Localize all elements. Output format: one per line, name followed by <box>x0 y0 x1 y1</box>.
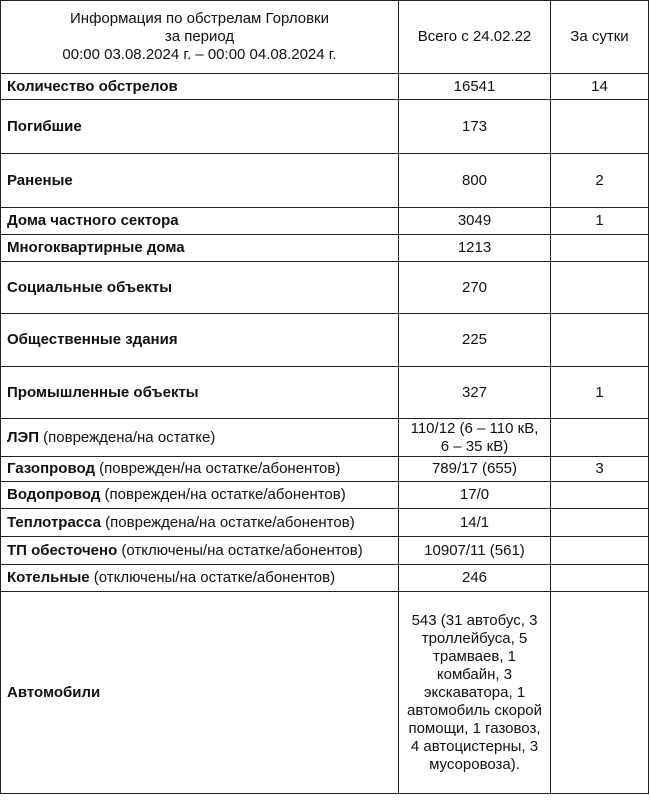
report-title <box>1 1 399 74</box>
day-value: 2 <box>551 154 649 208</box>
day-value <box>551 509 649 537</box>
total-value: 14/1 <box>399 509 551 537</box>
row-label-cell <box>1 592 399 794</box>
row-label-cell <box>1 509 399 537</box>
row-label-cell <box>1 419 399 457</box>
total-value: 173 <box>399 100 551 154</box>
row-note: (поврежден/на остатке/абонентов) <box>94 460 341 477</box>
day-value <box>551 100 649 154</box>
day-value <box>551 537 649 565</box>
table-row <box>1 482 649 509</box>
row-label: Теплотрасса <box>7 513 101 531</box>
day-value <box>551 482 649 509</box>
row-label-cell <box>1 262 399 314</box>
row-label: Автомобили <box>7 683 101 701</box>
total-value: 110/12 (6 – 110 кВ, 6 – 35 кВ) <box>399 419 551 457</box>
total-value: 270 <box>399 262 551 314</box>
table-row <box>1 74 649 100</box>
day-value: 3 <box>551 457 649 482</box>
total-value: 543 (31 автобус, 3 троллейбуса, 5 трамваев, 1 комбайн, 3 экскаватора, 1 автомобиль скорой помощи, 1 газовоз, 4 автоцистерны, 3 мусоровоза). <box>399 592 551 794</box>
total-value: 1213 <box>399 235 551 262</box>
row-label: Водопровод <box>7 486 101 503</box>
row-label-cell <box>1 565 399 592</box>
row-label: Социальные объекты <box>7 278 173 296</box>
total-value: 225 <box>399 314 551 367</box>
row-label: Дома частного сектора <box>7 212 179 229</box>
table-row <box>1 565 649 592</box>
row-note: (повреждена/на остатке/абонентов) <box>101 513 355 531</box>
row-note: (отключены/на остатке/абонентов) <box>117 541 363 559</box>
day-value <box>551 235 649 262</box>
table-row <box>1 367 649 419</box>
table-row <box>1 262 649 314</box>
column-header-total: Всего с 24.02.22 <box>399 1 551 74</box>
table-row <box>1 154 649 208</box>
title-line-2: за период <box>164 28 235 45</box>
title-line-3: 00:00 03.08.2024 г. – 00:00 04.08.2024 г. <box>62 46 337 63</box>
table-row <box>1 419 649 457</box>
table-row <box>1 100 649 154</box>
row-label-cell <box>1 457 399 482</box>
day-value <box>551 565 649 592</box>
day-value: 1 <box>551 208 649 235</box>
total-value: 10907/11 (561) <box>399 537 551 565</box>
table-row <box>1 537 649 565</box>
row-label: ТП обесточено <box>7 541 118 559</box>
day-value: 1 <box>551 367 649 419</box>
table-row <box>1 235 649 262</box>
row-label-cell <box>1 367 399 419</box>
row-label: Погибшие <box>7 117 82 135</box>
day-value: 14 <box>551 74 649 100</box>
row-note: (повреждена/на остатке) <box>38 428 216 446</box>
row-note: (отключены/на остатке/абонентов) <box>89 569 336 586</box>
row-label: Количество обстрелов <box>7 77 178 95</box>
header-row <box>1 1 649 74</box>
day-value <box>551 419 649 457</box>
table-row <box>1 208 649 235</box>
row-label-cell <box>1 74 399 100</box>
row-label: Общественные здания <box>7 331 178 348</box>
total-value: 789/17 (655) <box>399 457 551 482</box>
row-label-cell <box>1 235 399 262</box>
row-label-cell <box>1 482 399 509</box>
row-note: (поврежден/на остатке/абонентов) <box>100 486 346 503</box>
total-value: 246 <box>399 565 551 592</box>
table-row <box>1 592 649 794</box>
column-header-day: За сутки <box>551 1 649 74</box>
day-value <box>551 262 649 314</box>
total-value: 327 <box>399 367 551 419</box>
row-label: Газопровод <box>7 460 95 477</box>
row-label: Раненые <box>7 171 73 189</box>
row-label: ЛЭП <box>7 428 39 446</box>
table-row <box>1 314 649 367</box>
row-label: Котельные <box>7 569 90 586</box>
total-value: 16541 <box>399 74 551 100</box>
row-label-cell <box>1 100 399 154</box>
row-label-cell <box>1 314 399 367</box>
row-label: Многоквартирные дома <box>7 239 185 256</box>
row-label-cell <box>1 208 399 235</box>
total-value: 17/0 <box>399 482 551 509</box>
row-label-cell <box>1 537 399 565</box>
total-value: 3049 <box>399 208 551 235</box>
total-value: 800 <box>399 154 551 208</box>
day-value <box>551 592 649 794</box>
day-value <box>551 314 649 367</box>
table-row <box>1 509 649 537</box>
title-line-1: Информация по обстрелам Горловки <box>70 10 329 27</box>
row-label: Промышленные объекты <box>7 383 199 401</box>
table-row <box>1 457 649 482</box>
row-label-cell <box>1 154 399 208</box>
